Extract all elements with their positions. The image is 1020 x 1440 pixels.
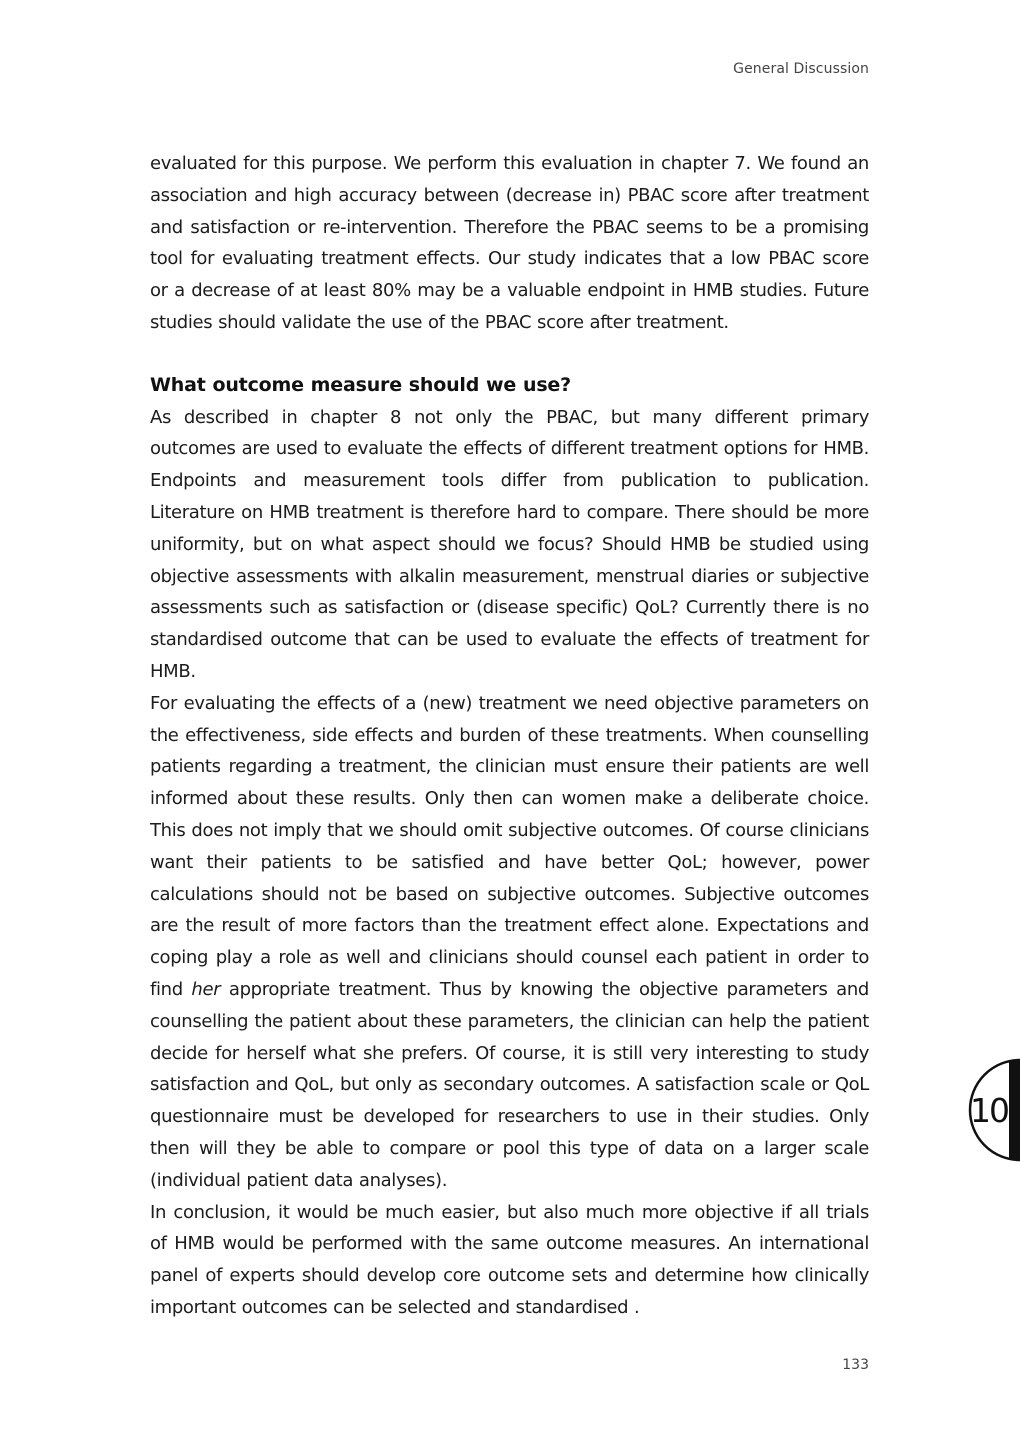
paragraph-3-emphasis: her — [191, 978, 221, 1000]
section-heading: What outcome measure should we use? — [150, 373, 571, 396]
running-header: General Discussion — [733, 61, 869, 77]
paragraph-3-part-2: appropriate treatment. Thus by knowing the objective parameters and counselling the patient about these parameters, the clinician can help the patient decide for herself what she prefers. Of course, it is still very interesting to study satisfaction and QoL, but only as secondary outcomes. A satisfaction scale or QoL questionnaire must be developed for researchers to use in their studies. Only then will they be able to compare or pool this type of data on a larger scale (individual patient data analyses). — [150, 978, 869, 1191]
page-number: 133 — [842, 1357, 869, 1373]
paragraph-3 — [150, 688, 869, 1197]
main-text — [150, 148, 869, 1324]
paragraph-3-part-1: For evaluating the effects of a (new) treatment we need objective parameters on the effectiveness, side effects and burden of these treatments. When counselling patients regarding a treatment, the clinician must ensure their patients are well informed about these results. Only then can women make a deliberate choice. This does not imply that we should omit subjective outcomes. Of course clinicians want their patients to be satisfied and have better QoL; however, power calculations should not be based on subjective outcomes. Subjective outcomes are the result of more factors than the treatment effect alone. Expectations and coping play a role as well and clinicians should counsel each patient in order to find — [150, 692, 869, 1000]
paragraph-4: In conclusion, it would be much easier, but also much more objective if all trials of HMB would be performed with the same outcome measures. An international panel of experts should develop core outcome sets and determine how clinically important outcomes can be selected and standardised . — [150, 1201, 869, 1318]
paragraph-2: As described in chapter 8 not only the PBAC, but many different primary outcomes are used to evaluate the effects of different treatment options for HMB. Endpoints and measurement tools differ from publication to publication. Literature on HMB treatment is therefore hard to compare. There should be more uniformity, but on what aspect should we focus? Should HMB be studied using objective assessments with alkalin measurement, menstrual diaries or subjective assessments such as satisfaction or (disease specific) QoL? Currently there is no standardised outcome that can be used to evaluate the effects of treatment for HMB. — [150, 406, 869, 682]
chapter-number: 10 — [970, 1091, 1008, 1130]
paragraph-1: evaluated for this purpose. We perform this evaluation in chapter 7. We found an association and high accuracy between (decrease in) PBAC score after treatment and satisfaction or re-intervention. Therefore the PBAC seems to be a promising tool for evaluating treatment effects. Our study indicates that a low PBAC score or a decrease of at least 80% may be a valuable endpoint in HMB studies. Future studies should validate the use of the PBAC score after treatment. — [150, 153, 869, 333]
paragraph-spacer — [150, 339, 869, 370]
chapter-tab — [960, 1058, 1020, 1162]
